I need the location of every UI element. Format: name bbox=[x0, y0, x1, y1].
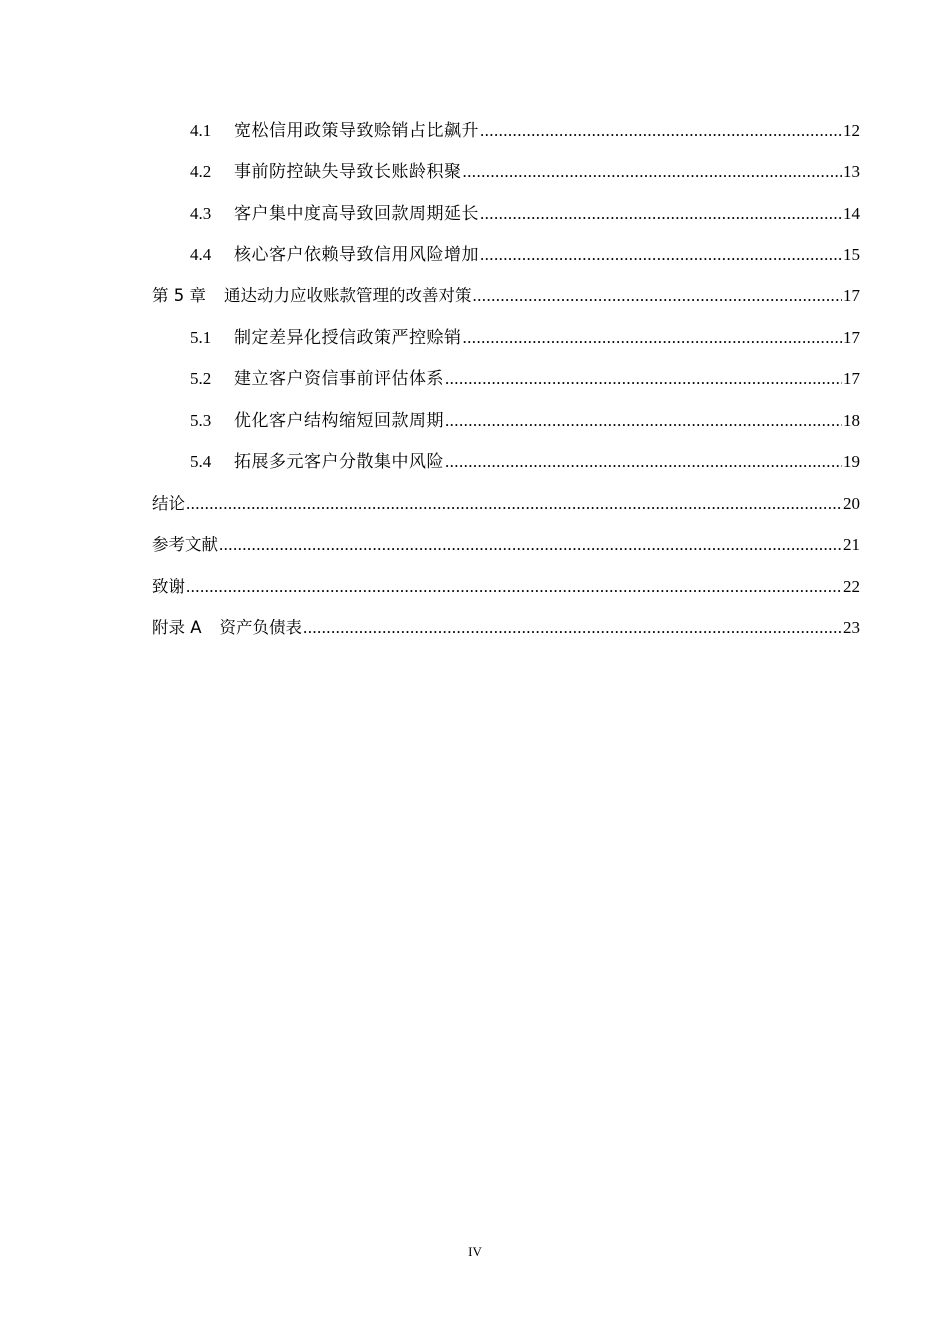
toc-entry-title: 建立客户资信事前评估体系 bbox=[234, 369, 444, 388]
toc-entry[interactable] bbox=[190, 327, 860, 349]
toc-entry[interactable] bbox=[190, 451, 860, 473]
toc-entry-page: 17 bbox=[843, 286, 860, 305]
toc-dot-leader bbox=[219, 534, 842, 556]
toc-entry[interactable] bbox=[190, 368, 860, 390]
toc-dot-leader bbox=[445, 368, 842, 390]
toc-entry-acknowledgements[interactable] bbox=[152, 576, 860, 598]
toc-dot-leader bbox=[480, 203, 842, 225]
toc-dot-leader bbox=[463, 327, 843, 349]
toc-entry-page: 22 bbox=[843, 577, 860, 596]
toc-entry-title: 参考文献 bbox=[152, 535, 218, 554]
toc-entry-conclusion[interactable] bbox=[152, 493, 860, 515]
toc-entry-number: 4.2 bbox=[190, 162, 212, 181]
toc-entry-page: 12 bbox=[843, 121, 860, 140]
toc-entry-page: 19 bbox=[843, 452, 860, 471]
toc-entry-number: 5.2 bbox=[190, 369, 212, 388]
page-number: IV bbox=[468, 1244, 482, 1259]
toc-entry-title: 拓展多元客户分散集中风险 bbox=[234, 452, 444, 471]
toc-entry-appendix[interactable] bbox=[152, 617, 860, 639]
toc-entry-number: 第 5 章 bbox=[152, 286, 206, 305]
toc-dot-leader bbox=[186, 493, 842, 515]
toc-entry-page: 14 bbox=[843, 204, 860, 223]
toc-entry[interactable] bbox=[190, 244, 860, 266]
toc-entry-number: 5.3 bbox=[190, 411, 212, 430]
toc-dot-leader bbox=[186, 576, 842, 598]
toc-entry-number: 4.4 bbox=[190, 245, 212, 264]
toc-dot-leader bbox=[473, 285, 843, 307]
toc-entry-title: 结论 bbox=[152, 494, 185, 513]
toc-entry-title: 优化客户结构缩短回款周期 bbox=[234, 411, 444, 430]
toc-dot-leader bbox=[445, 451, 842, 473]
toc-entry-page: 13 bbox=[843, 162, 860, 181]
toc-entry-page: 15 bbox=[843, 245, 860, 264]
toc-dot-leader bbox=[303, 617, 842, 639]
toc-entry-references[interactable] bbox=[152, 534, 860, 556]
toc-entry-title: 客户集中度高导致回款周期延长 bbox=[234, 204, 479, 223]
toc-entry[interactable] bbox=[190, 203, 860, 225]
toc-entry-page: 20 bbox=[843, 494, 860, 513]
toc-entry-title: 制定差异化授信政策严控赊销 bbox=[234, 328, 462, 347]
toc-entry-page: 23 bbox=[843, 618, 860, 637]
toc-entry-page: 21 bbox=[843, 535, 860, 554]
toc-entry-chapter[interactable] bbox=[152, 285, 860, 307]
toc-entry-title: 宽松信用政策导致赊销占比飙升 bbox=[234, 121, 479, 140]
toc-entry-title: 致谢 bbox=[152, 577, 185, 596]
toc-entry-page: 18 bbox=[843, 411, 860, 430]
toc-entry-number: 4.1 bbox=[190, 121, 212, 140]
toc-entry-number: 5.4 bbox=[190, 452, 212, 471]
toc-dot-leader bbox=[445, 410, 842, 432]
toc-entry-page: 17 bbox=[843, 328, 860, 347]
toc-dot-leader bbox=[480, 244, 842, 266]
toc-entry-title: 通达动力应收账款管理的改善对策 bbox=[224, 286, 472, 305]
toc-dot-leader bbox=[480, 120, 842, 142]
toc-dot-leader bbox=[463, 161, 843, 183]
toc-entry-number: 4.3 bbox=[190, 204, 212, 223]
toc-entry[interactable] bbox=[190, 120, 860, 142]
toc-entry-title: 核心客户依赖导致信用风险增加 bbox=[234, 245, 479, 264]
toc-entry-number: 5.1 bbox=[190, 328, 212, 347]
toc-entry-page: 17 bbox=[843, 369, 860, 388]
toc-entry[interactable] bbox=[190, 161, 860, 183]
toc-entry-title: 资产负债表 bbox=[219, 618, 303, 637]
toc-entry-number: 附录 A bbox=[152, 618, 202, 637]
toc-entry[interactable] bbox=[190, 410, 860, 432]
toc-entry-title: 事前防控缺失导致长账龄积聚 bbox=[234, 162, 462, 181]
